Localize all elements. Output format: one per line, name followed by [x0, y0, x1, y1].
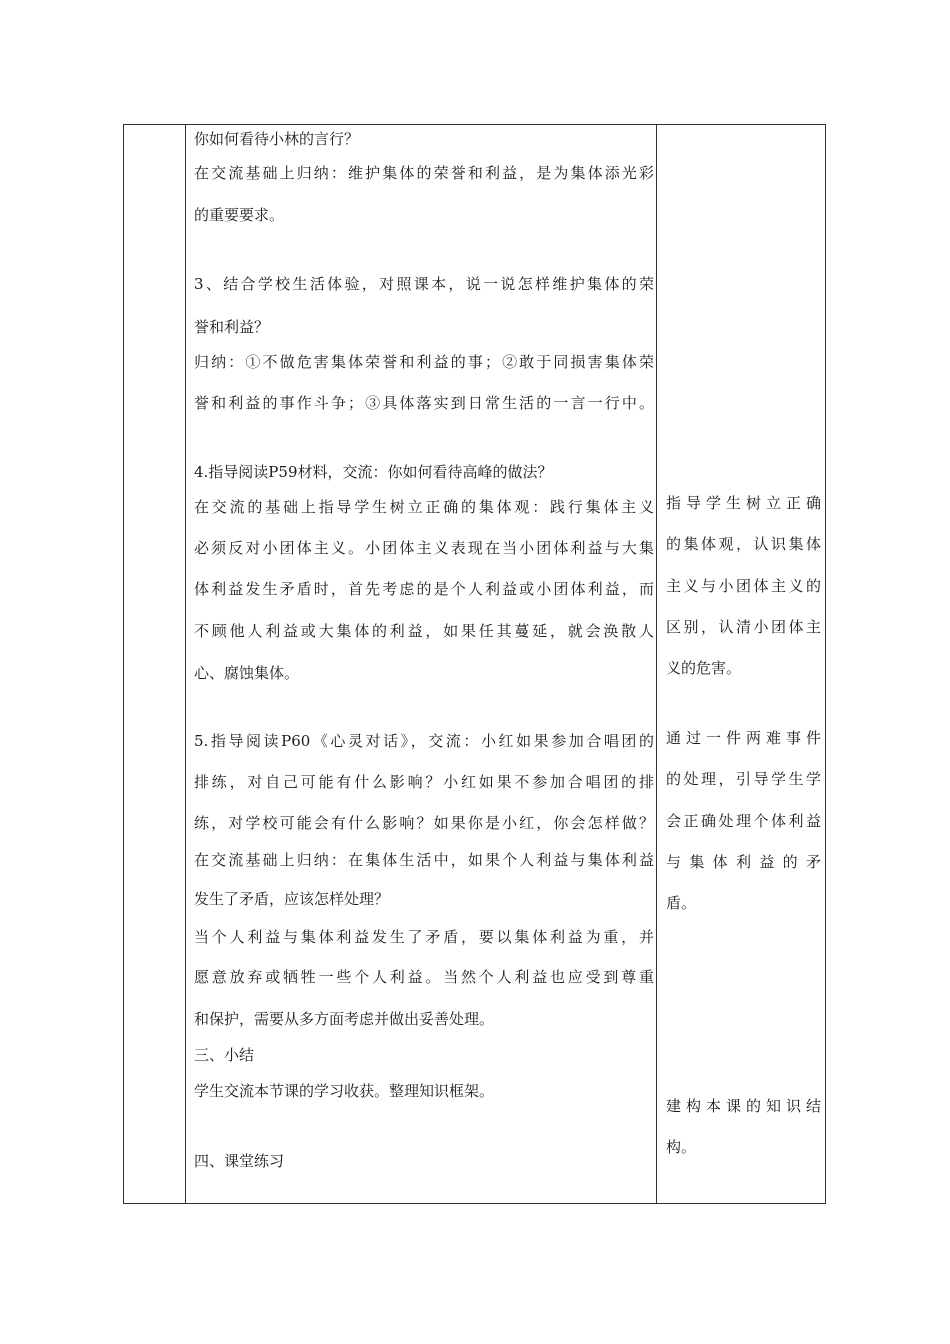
text-line: 3、结合学校生活体验，对照课本，说一说怎样维护集体的荣 — [194, 275, 654, 293]
column-divider-right — [656, 125, 657, 1203]
note-line: 构。 — [666, 1138, 697, 1156]
note-line: 指导学生树立正确 — [666, 494, 821, 512]
text-line: 在交流基础上归纳：维护集体的荣誉和利益，是为集体添光彩 — [194, 164, 654, 182]
section-heading: 四、课堂练习 — [194, 1152, 285, 1170]
text-line: 愿意放弃或牺牲一些个人利益。当然个人利益也应受到尊重 — [194, 968, 654, 986]
text-line: 必须反对小团体主义。小团体主义表现在当小团体利益与大集 — [194, 539, 654, 557]
text-line: 的重要要求。 — [194, 206, 285, 224]
text-line: 心、腐蚀集体。 — [194, 664, 300, 682]
text-line: 归纳：①不做危害集体荣誉和利益的事；②敢于同损害集体荣 — [194, 353, 654, 371]
note-line: 义的危害。 — [666, 659, 742, 677]
text-line: 你如何看待小林的言行？ — [194, 130, 360, 148]
text-line: 发生了矛盾，应该怎样处理？ — [194, 890, 390, 908]
note-line: 的集体观，认识集体 — [666, 535, 821, 553]
text-line: 誉和利益的事作斗争；③具体落实到日常生活的一言一行中。 — [194, 394, 654, 412]
note-line: 的处理，引导学生学 — [666, 770, 821, 788]
text-line: 在交流基础上归纳：在集体生活中，如果个人利益与集体利益 — [194, 851, 654, 869]
section-heading: 三、小结 — [194, 1046, 255, 1064]
text-line: 当个人利益与集体利益发生了矛盾，要以集体利益为重，并 — [194, 928, 654, 946]
text-line: 5.指导阅读P60《心灵对话》，交流：小红如果参加合唱团的 — [194, 732, 654, 750]
note-line: 区别，认清小团体主 — [666, 618, 821, 636]
text-line: 练，对学校可能会有什么影响？如果你是小红，你会怎样做？ — [194, 814, 654, 832]
text-line: 不顾他人利益或大集体的利益，如果任其蔓延，就会涣散人 — [194, 622, 654, 640]
note-line: 主义与小团体主义的 — [666, 577, 821, 595]
lesson-table — [123, 124, 826, 1204]
text-line: 在交流的基础上指导学生树立正确的集体观：践行集体主义 — [194, 498, 654, 516]
text-line: 4.指导阅读P59材料，交流：你如何看待高峰的做法？ — [194, 463, 553, 481]
note-line: 建构本课的知识结 — [666, 1097, 821, 1115]
note-line: 盾。 — [666, 894, 697, 912]
note-line: 会正确处理个体利益 — [666, 812, 821, 830]
note-line: 通过一件两难事件 — [666, 729, 821, 747]
text-line: 排练，对自己可能有什么影响？小红如果不参加合唱团的排 — [194, 773, 654, 791]
text-line: 学生交流本节课的学习收获。整理知识框架。 — [194, 1082, 495, 1100]
column-divider-left — [185, 125, 186, 1203]
note-line: 与集体利益的矛 — [666, 853, 821, 871]
text-line: 和保护，需要从多方面考虑并做出妥善处理。 — [194, 1010, 495, 1028]
text-line: 体利益发生矛盾时，首先考虑的是个人利益或小团体利益，而 — [194, 580, 654, 598]
text-line: 誉和利益？ — [194, 318, 270, 336]
